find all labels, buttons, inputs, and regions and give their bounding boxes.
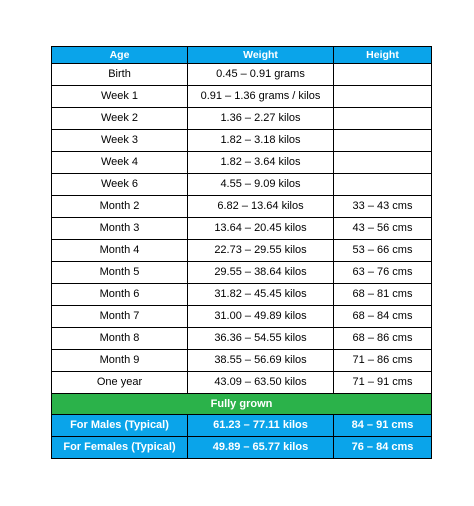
height-cell: 63 – 76 cms — [334, 262, 432, 284]
age-cell: Month 2 — [52, 196, 188, 218]
age-cell: Week 1 — [52, 86, 188, 108]
weight-cell: 31.82 – 45.45 kilos — [188, 284, 334, 306]
height-cell — [334, 174, 432, 196]
table-row — [52, 152, 432, 174]
table-row — [52, 64, 432, 86]
height-cell — [334, 152, 432, 174]
age-cell: Birth — [52, 64, 188, 86]
age-cell: Month 5 — [52, 262, 188, 284]
weight-cell: 0.45 – 0.91 grams — [188, 64, 334, 86]
typical-row-males — [52, 415, 432, 437]
age-cell: Week 4 — [52, 152, 188, 174]
height-cell: 43 – 56 cms — [334, 218, 432, 240]
table-row — [52, 196, 432, 218]
weight-cell: 38.55 – 56.69 kilos — [188, 350, 334, 372]
height-cell — [334, 108, 432, 130]
height-cell: 76 – 84 cms — [334, 437, 432, 459]
weight-cell: 61.23 – 77.11 kilos — [188, 415, 334, 437]
table-row — [52, 86, 432, 108]
height-cell — [334, 86, 432, 108]
header-weight: Weight — [188, 47, 334, 64]
fully-grown-label: Fully grown — [52, 394, 432, 415]
weight-cell: 0.91 – 1.36 grams / kilos — [188, 86, 334, 108]
weight-cell: 6.82 – 13.64 kilos — [188, 196, 334, 218]
height-cell: 53 – 66 cms — [334, 240, 432, 262]
age-cell: Month 8 — [52, 328, 188, 350]
fully-grown-row — [52, 394, 432, 415]
table-row — [52, 108, 432, 130]
height-cell: 68 – 86 cms — [334, 328, 432, 350]
weight-cell: 1.82 – 3.18 kilos — [188, 130, 334, 152]
weight-cell: 1.36 – 2.27 kilos — [188, 108, 334, 130]
table-row — [52, 306, 432, 328]
weight-cell: 22.73 – 29.55 kilos — [188, 240, 334, 262]
height-cell: 33 – 43 cms — [334, 196, 432, 218]
weight-cell: 43.09 – 63.50 kilos — [188, 372, 334, 394]
height-cell: 68 – 84 cms — [334, 306, 432, 328]
weight-cell: 13.64 – 20.45 kilos — [188, 218, 334, 240]
age-cell: For Males (Typical) — [52, 415, 188, 437]
age-cell: Month 7 — [52, 306, 188, 328]
age-cell: Week 6 — [52, 174, 188, 196]
height-cell: 68 – 81 cms — [334, 284, 432, 306]
age-cell: Week 2 — [52, 108, 188, 130]
height-cell: 84 – 91 cms — [334, 415, 432, 437]
age-cell: Month 9 — [52, 350, 188, 372]
weight-cell: 31.00 – 49.89 kilos — [188, 306, 334, 328]
age-cell: Month 6 — [52, 284, 188, 306]
height-cell: 71 – 91 cms — [334, 372, 432, 394]
header-age: Age — [52, 47, 188, 64]
height-cell — [334, 64, 432, 86]
age-cell: Month 3 — [52, 218, 188, 240]
typical-row-females — [52, 437, 432, 459]
weight-cell: 4.55 – 9.09 kilos — [188, 174, 334, 196]
height-cell: 71 – 86 cms — [334, 350, 432, 372]
table-row — [52, 350, 432, 372]
table-row — [52, 130, 432, 152]
table-row — [52, 372, 432, 394]
growth-table — [51, 46, 432, 459]
age-cell: Week 3 — [52, 130, 188, 152]
age-cell: For Females (Typical) — [52, 437, 188, 459]
table-row — [52, 328, 432, 350]
table-row — [52, 174, 432, 196]
table-row — [52, 240, 432, 262]
weight-cell: 1.82 – 3.64 kilos — [188, 152, 334, 174]
weight-cell: 29.55 – 38.64 kilos — [188, 262, 334, 284]
height-cell — [334, 130, 432, 152]
header-height: Height — [334, 47, 432, 64]
weight-cell: 49.89 – 65.77 kilos — [188, 437, 334, 459]
age-cell: One year — [52, 372, 188, 394]
table-row — [52, 218, 432, 240]
weight-cell: 36.36 – 54.55 kilos — [188, 328, 334, 350]
header-row — [52, 47, 432, 64]
age-cell: Month 4 — [52, 240, 188, 262]
table-row — [52, 284, 432, 306]
table-row — [52, 262, 432, 284]
